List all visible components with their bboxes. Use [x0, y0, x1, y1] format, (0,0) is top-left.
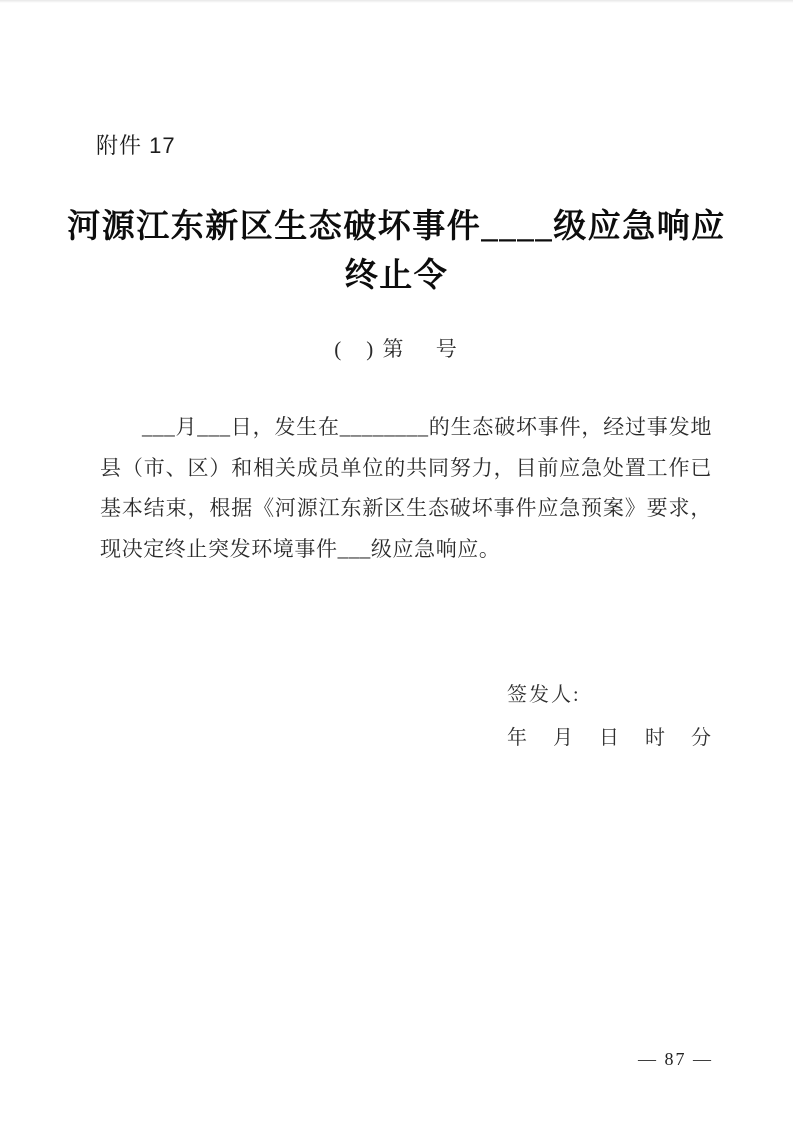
document-title — [60, 203, 733, 301]
body-paragraph: ___月___日，发生在________的生态破坏事件，经过事发地县（市、区）和相关成员单位的共同努力，目前应急处置工作已基本结束，根据《河源江东新区生态破坏事件应急预案》要求，现决定终止突发环境事件___级应急响应。 — [100, 415, 712, 561]
issuer-label: 签发人: — [507, 684, 581, 706]
signature-block — [507, 681, 714, 752]
scan-artifact-top-edge — [0, 0, 793, 3]
document-number-line: ( ) 第 号 — [334, 337, 459, 361]
signature-date-line: 年 月 日 时 分 — [507, 727, 714, 749]
document-title-line1: 河源江东新区生态破坏事件____级应急响应 — [67, 209, 726, 245]
attachment-label: 附件 17 — [96, 133, 176, 158]
page-number: — 87 — — [638, 1049, 713, 1069]
document-title-line2: 终止令 — [344, 258, 449, 294]
